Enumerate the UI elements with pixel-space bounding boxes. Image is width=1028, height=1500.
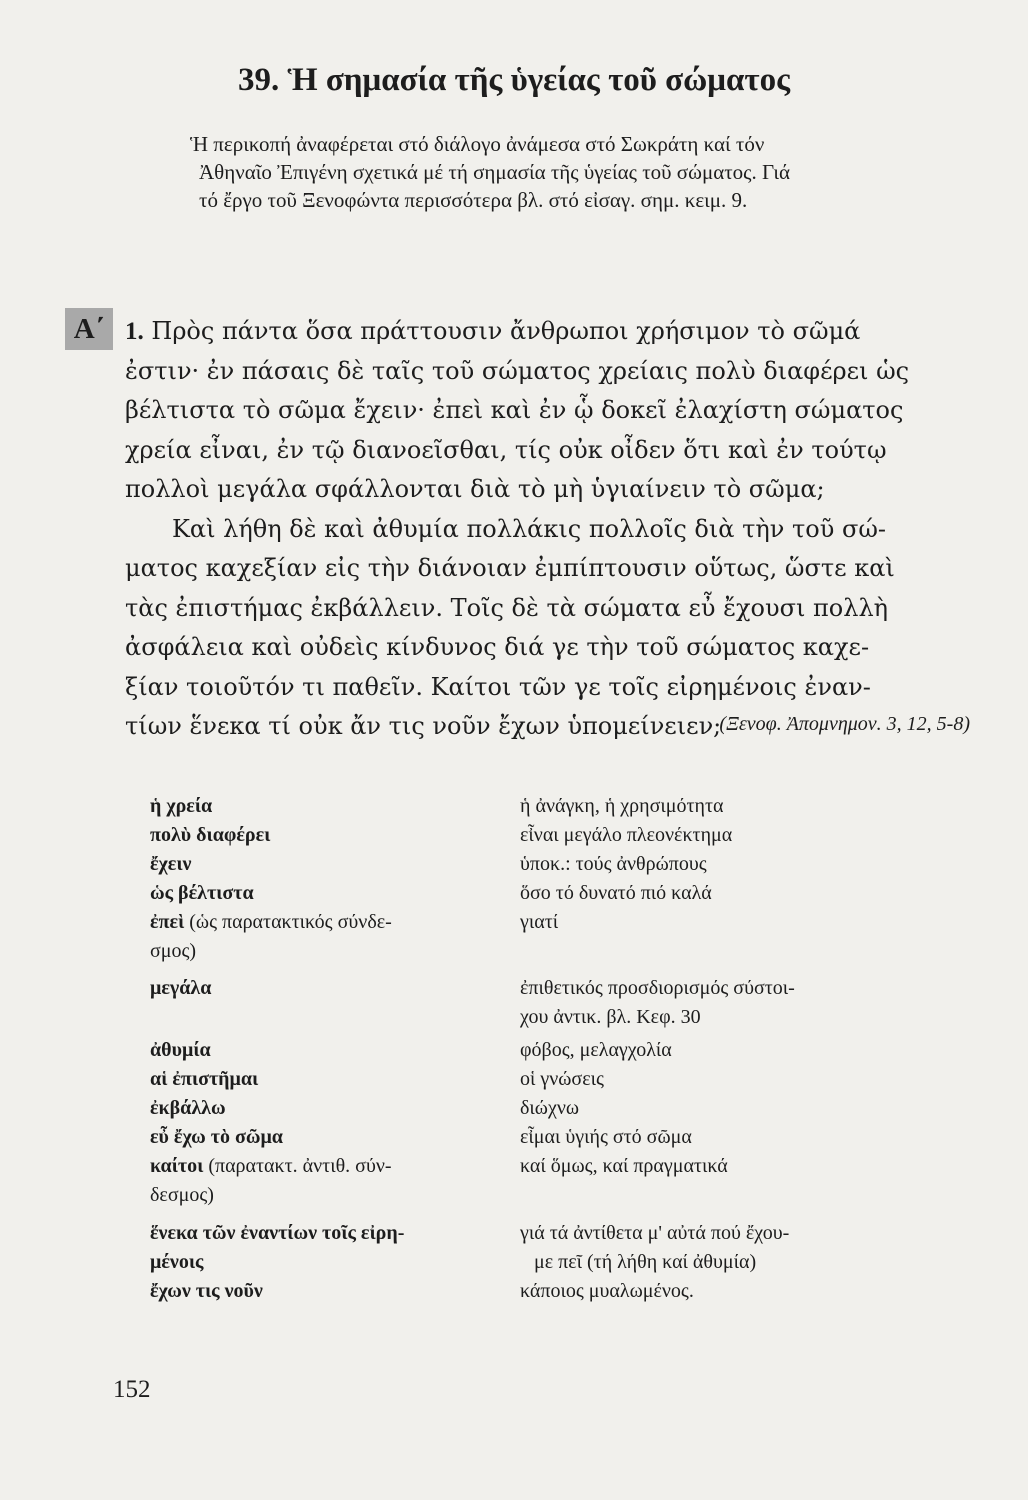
glossary-definition (520, 1065, 1000, 1094)
glossary-term-keyword: εὖ ἔχω τὸ σῶμα (150, 1126, 283, 1148)
passage-line (125, 312, 980, 352)
glossary-term-line (150, 850, 520, 879)
glossary-definition-line: εἶναι μεγάλο πλεονέκτημα (520, 824, 733, 846)
glossary-term-line (150, 1277, 520, 1306)
intro-line: Ἀθηναῖο Ἐπιγένη σχετικά μέ τή σημασία τῆς ὑγείας τοῦ σώματος. Γιά (199, 160, 791, 184)
glossary-definition-line: γιά τά ἀντίθετα μ' αὐτά πού ἔχου- (520, 1222, 790, 1244)
glossary-term (150, 792, 520, 821)
glossary-definition-line: καί ὅμως, καί πραγματικά (520, 1155, 728, 1177)
glossary-row (150, 1094, 1000, 1123)
passage-line: πολλοὶ μεγάλα σφάλλονται διὰ τὸ μὴ ὑγιαίνειν τὸ σῶμα; (125, 475, 825, 503)
glossary-term-line (150, 879, 520, 908)
passage-line: ἐστιν· ἐν πάσαις δὲ ταῖς τοῦ σώματος χρείαις πολὺ διαφέρει ὡς (125, 356, 910, 385)
glossary-term-note: (παρατακτ. ἀντιθ. σύν- (203, 1155, 392, 1177)
passage-line: τὰς ἐπιστήμας ἐκβάλλειν. Τοῖς δὲ τὰ σώματα εὖ ἔχουσι πολλὴ (125, 593, 889, 622)
glossary-row (150, 974, 1000, 1032)
glossary-term-line (150, 1036, 520, 1065)
glossary-term-keyword: ἀθυμία (150, 1039, 211, 1061)
glossary-term-line (150, 1248, 520, 1277)
glossary-definition-line: ὅσο τό δυνατό πιό καλά (520, 882, 712, 904)
chapter-introduction (190, 130, 989, 214)
glossary-term (150, 850, 520, 879)
glossary-definition-line: χου ἀντικ. βλ. Κεφ. 30 (520, 1006, 701, 1028)
glossary-term (150, 821, 520, 850)
glossary-term (150, 1152, 520, 1210)
glossary-definition-line: ἡ ἀνάγκη, ἡ χρησιμότητα (520, 795, 724, 817)
glossary-term-keyword: ἕνεκα τῶν ἐναντίων τοῖς εἰρη- (150, 1222, 405, 1244)
glossary-term (150, 1277, 520, 1306)
glossary-term-keyword: ἔχων τις νοῦν (150, 1280, 263, 1302)
glossary-definition-line: γιατί (520, 911, 559, 933)
glossary-term-note: (ὡς παρατακτικός σύνδε- (184, 911, 392, 933)
glossary-row (150, 1277, 1000, 1306)
glossary-definition-line: κάποιος μυαλωμένος. (520, 1280, 694, 1302)
glossary-row (150, 1219, 1000, 1277)
glossary-definition (520, 1123, 1000, 1152)
glossary-definition-line: ὑποκ.: τούς ἀνθρώπους (520, 853, 707, 875)
passage-line: χρεία εἶναι, ἐν τῷ διανοεῖσθαι, τίς οὐκ οἶδεν ὅτι καὶ ἐν τούτῳ (125, 435, 887, 464)
glossary-term-note: δεσμος) (150, 1184, 214, 1206)
glossary-term-line (150, 974, 520, 1003)
paragraph-number: 1. (125, 318, 144, 345)
glossary-term-line (150, 792, 520, 821)
glossary-definition (520, 1036, 1000, 1065)
glossary-definition-line: φόβος, μελαγχολία (520, 1039, 672, 1061)
glossary-term-keyword: αἱ ἐπιστῆμαι (150, 1068, 259, 1090)
glossary-definition-line: διώχνω (520, 1097, 580, 1119)
intro-line: Ἡ περικοπή ἀναφέρεται στό διάλογο ἀνάμεσα στό Σωκράτη καί τόν (190, 132, 765, 156)
glossary-term-keyword: ὡς βέλτιστα (150, 882, 254, 904)
glossary-term (150, 1094, 520, 1123)
glossary-term-keyword: ἐκβάλλω (150, 1097, 226, 1119)
glossary-row (150, 850, 1000, 879)
glossary-term-line (150, 1094, 520, 1123)
glossary-definition (520, 792, 1000, 821)
glossary-term-line (150, 908, 520, 937)
glossary-term (150, 879, 520, 908)
glossary-definition-line: οἱ γνώσεις (520, 1068, 604, 1090)
glossary-row (150, 1123, 1000, 1152)
chapter-title: 39. Ἡ σημασία τῆς ὑγείας τοῦ σώματος (237, 62, 791, 98)
glossary-term (150, 1036, 520, 1065)
glossary-definition (520, 1094, 1000, 1123)
glossary-term-keyword: πολὺ διαφέρει (150, 824, 271, 846)
glossary-row (150, 1152, 1000, 1210)
glossary-term-line (150, 937, 520, 966)
passage-line: ἀσφάλεια καὶ οὐδεὶς κίνδυνος διά γε τὴν τοῦ σώματος καχε- (125, 633, 870, 661)
glossary-definition-line: εἶμαι ὑγιής στό σῶμα (520, 1126, 692, 1148)
glossary-definition (520, 1277, 1000, 1306)
glossary-row (150, 1065, 1000, 1094)
glossary-term-line (150, 821, 520, 850)
page-number: 152 (113, 1376, 151, 1403)
glossary-term-line (150, 1181, 520, 1210)
greek-passage (125, 312, 980, 747)
passage-line: ματος καχεξίαν εἰς τὴν διάνοιαν ἐμπίπτουσιν οὕτως, ὥστε καὶ (125, 554, 895, 582)
glossary-row (150, 821, 1000, 850)
passage-line-text: Πρὸς πάντα ὅσα πράττουσιν ἄνθρωποι χρήσιμον τὸ σῶμά (151, 317, 861, 345)
glossary-term-line (150, 1219, 520, 1248)
glossary-term-line (150, 1123, 520, 1152)
glossary-definition (520, 1219, 1000, 1277)
glossary-term (150, 974, 520, 1032)
glossary-row (150, 908, 1000, 966)
glossary-term (150, 1065, 520, 1094)
glossary-term-keyword: ἔχειν (150, 853, 192, 875)
passage-line: βέλτιστα τὸ σῶμα ἔχειν· ἐπεὶ καὶ ἐν ᾧ δοκεῖ ἐλαχίστη σώματος (125, 396, 904, 424)
glossary-definition (520, 850, 1000, 879)
glossary-definition (520, 879, 1000, 908)
glossary-term-line (150, 1152, 520, 1181)
glossary-definition (520, 1152, 1000, 1210)
glossary-term (150, 908, 520, 966)
glossary-term-keyword: καίτοι (150, 1155, 204, 1177)
glossary-term-note: σμος) (150, 940, 197, 962)
glossary-definition (520, 821, 1000, 850)
glossary-row (150, 879, 1000, 908)
glossary-term-keyword: μεγάλα (150, 977, 212, 999)
glossary-term (150, 1219, 520, 1277)
glossary-definition (520, 974, 1000, 1032)
glossary-term-line (150, 1065, 520, 1094)
glossary-row (150, 792, 1000, 821)
section-label: Α΄ (65, 308, 113, 350)
passage-line: ξίαν τοιοῦτόν τι παθεῖν. Καίτοι τῶν γε τοῖς εἰρημένοις ἐναν- (125, 672, 871, 701)
intro-line: τό ἔργο τοῦ Ξενοφώντα περισσότερα βλ. στό εἰσαγ. σημ. κειμ. 9. (199, 188, 748, 212)
glossary-term-keyword: ἐπεὶ (150, 911, 185, 933)
glossary (150, 792, 1000, 1306)
glossary-definition (520, 908, 1000, 966)
glossary-row (150, 1036, 1000, 1065)
source-citation: (Ξενοφ. Ἀπομνημον. 3, 12, 5-8) (719, 713, 970, 735)
passage-line: τίων ἕνεκα τί οὐκ ἄν τις νοῦν ἔχων ὑπομείνειεν; (125, 712, 722, 740)
glossary-term (150, 1123, 520, 1152)
glossary-definition-line: με πεῖ (τή λήθη καί ἀθυμία) (534, 1251, 757, 1273)
passage-line: Καὶ λήθη δὲ καὶ ἀθυμία πολλάκις πολλοῖς διὰ τὴν τοῦ σώ- (172, 514, 886, 543)
glossary-term-keyword: μένοις (150, 1251, 204, 1273)
glossary-definition-line: ἐπιθετικός προσδιορισμός σύστοι- (520, 977, 795, 999)
glossary-term-keyword: ἡ χρεία (150, 795, 213, 817)
